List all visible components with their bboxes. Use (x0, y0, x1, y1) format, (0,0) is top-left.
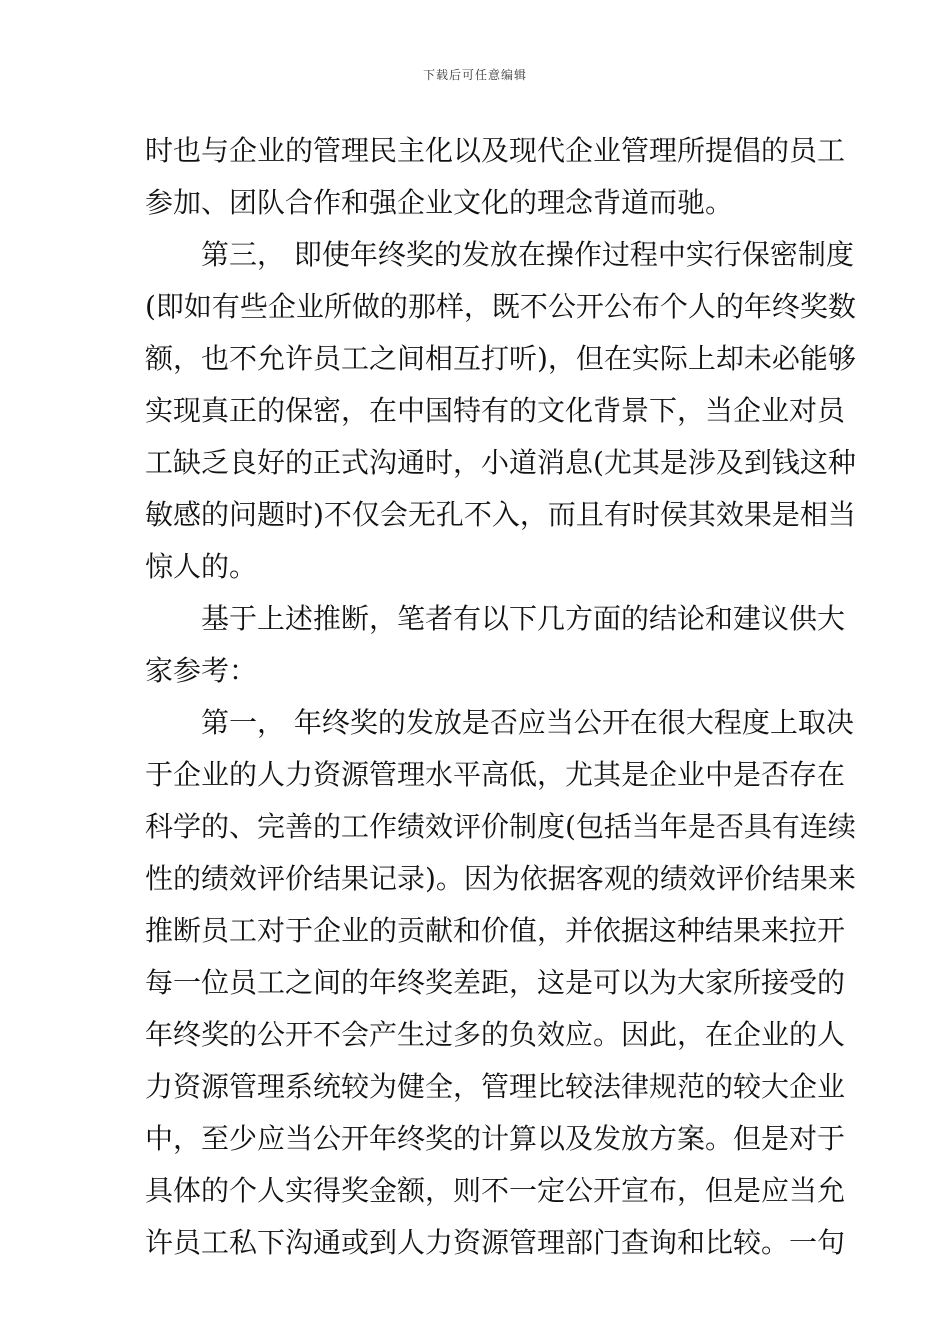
text-line: 工缺乏良好的正式沟通时，小道消息(尤其是涉及到钱这种 (145, 446, 856, 479)
text-line: 第三， 即使年终奖的发放在操作过程中实行保密制度 (201, 238, 854, 271)
text-line: 基于上述推断，笔者有以下几方面的结论和建议供大 (201, 602, 846, 635)
text-line: 力资源管理系统较为健全，管理比较法律规范的较大企业 (145, 1070, 846, 1103)
text-line: 参加、团队合作和强企业文化的理念背道而驰。 (145, 186, 734, 219)
text-line: (即如有些企业所做的那样，既不公开公布个人的年终奖数 (145, 290, 856, 323)
text-line: 性的绩效评价结果记录)。因为依据客观的绩效评价结果来 (145, 862, 856, 895)
text-line: 家参考： (145, 654, 258, 687)
text-line: 具体的个人实得奖金额，则不一定公开宣布，但是应当允 (145, 1174, 846, 1207)
document-body (145, 131, 856, 1275)
text-line: 年终奖的公开不会产生过多的负效应。因此，在企业的人 (145, 1018, 846, 1051)
text-line: 每一位员工之间的年终奖差距，这是可以为大家所接受的 (145, 966, 846, 999)
text-line: 第一， 年终奖的发放是否应当公开在很大程度上取决 (201, 706, 854, 739)
text-line: 惊人的。 (145, 550, 258, 583)
header-note: 下载后可任意编辑 (422, 68, 527, 82)
text-line: 许员工私下沟通或到人力资源管理部门查询和比较。一句 (145, 1226, 846, 1259)
text-line: 推断员工对于企业的贡献和价值，并依据这种结果来拉开 (145, 914, 846, 947)
text-line: 实现真正的保密，在中国特有的文化背景下，当企业对员 (145, 394, 846, 427)
text-line: 敏感的问题时)不仅会无孔不入，而且有时侯其效果是相当 (145, 498, 856, 531)
text-line: 额，也不允许员工之间相互打听)，但在实际上却未必能够 (145, 342, 856, 375)
text-line: 于企业的人力资源管理水平高低，尤其是企业中是否存在 (145, 758, 846, 791)
text-line: 中，至少应当公开年终奖的计算以及发放方案。但是对于 (145, 1122, 846, 1155)
text-line: 科学的、完善的工作绩效评价制度(包括当年是否具有连续 (145, 810, 856, 843)
text-line: 时也与企业的管理民主化以及现代企业管理所提倡的员工 (145, 134, 846, 167)
